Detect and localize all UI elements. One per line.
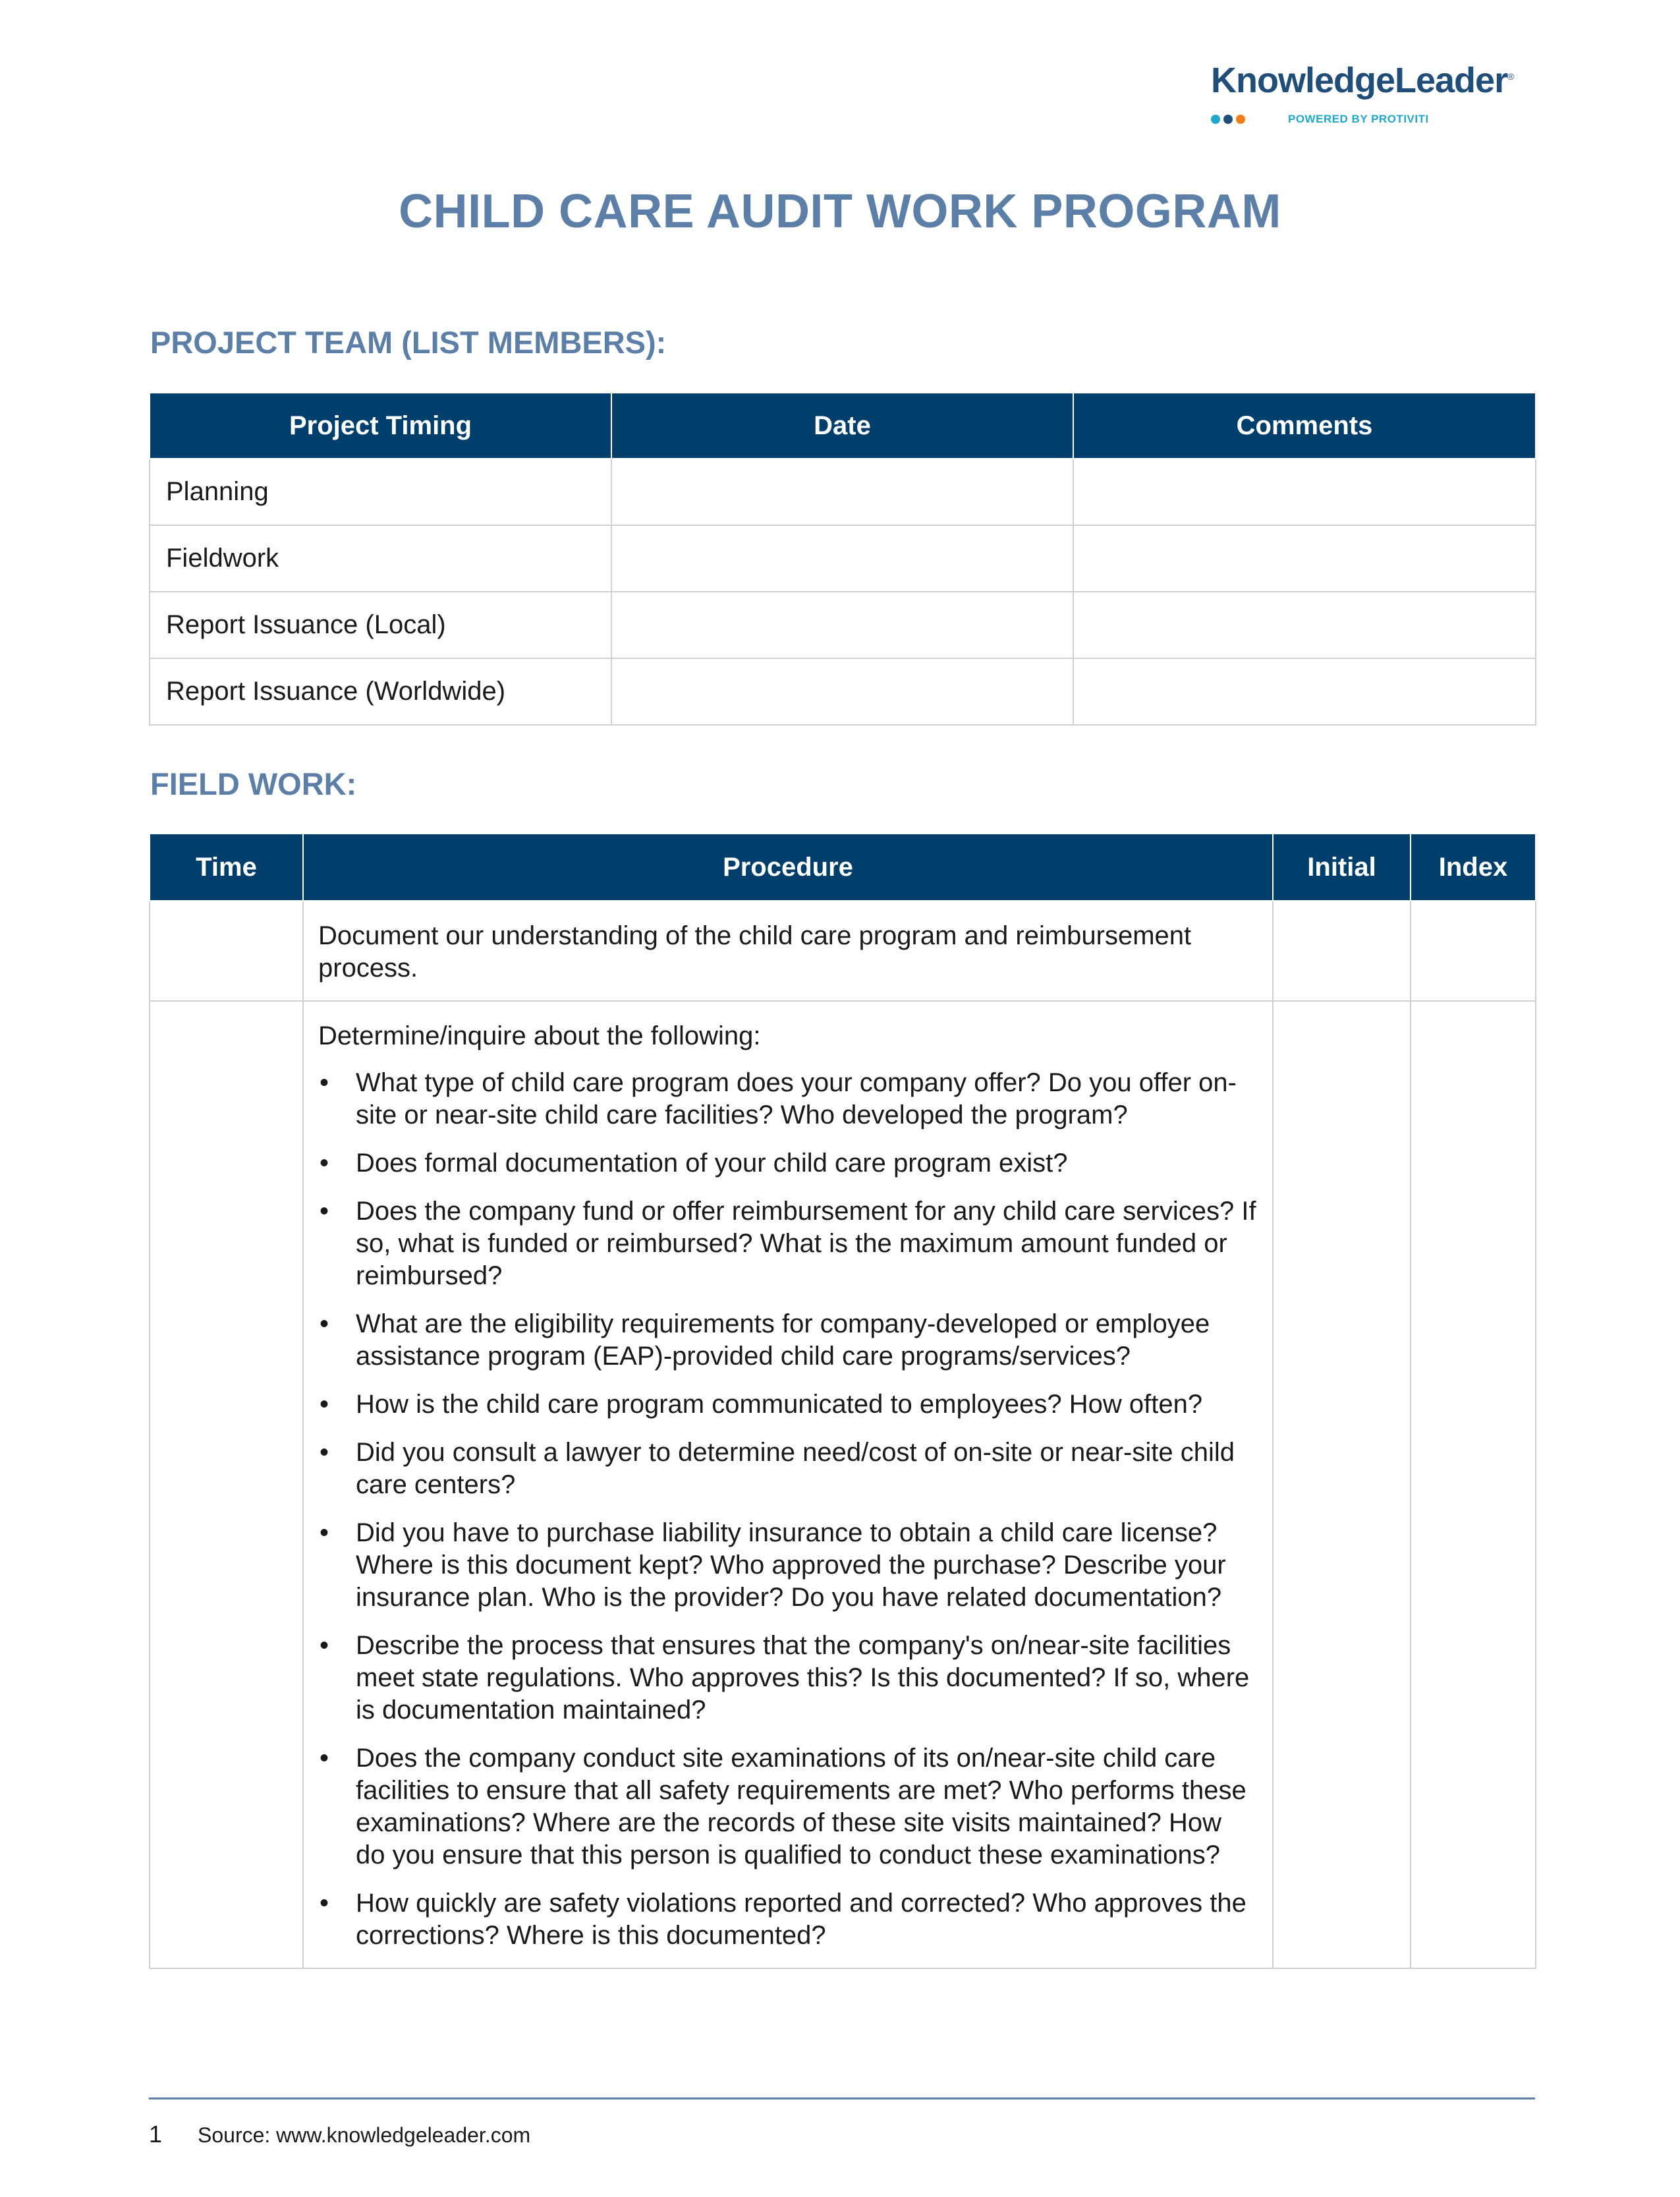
field-work-table xyxy=(149,833,1536,1969)
logo-subline xyxy=(1211,112,1527,127)
list-item: • Did you have to purchase liability insurance to obtain a child care license? Where is this document kept? Who approved the purchase? Describe your insurance plan. Who is the provider? Do you have related documentation? xyxy=(318,1517,1258,1614)
table-header-row xyxy=(150,393,1536,459)
table-row xyxy=(150,1001,1536,1968)
comments-cell[interactable] xyxy=(1073,592,1536,658)
list-item: • Does formal documentation of your child care program exist? xyxy=(318,1147,1258,1180)
list-item: • Does the company conduct site examinations of its on/near-site child care facilities to ensure that all safety requirements are met? Who performs these examinations? Where are the records of these site visits maintained? How do you ensure that this person is qualified to conduct these examinations? xyxy=(318,1742,1258,1871)
date-cell[interactable] xyxy=(611,658,1073,725)
initial-cell[interactable] xyxy=(1273,1001,1411,1968)
table-row xyxy=(150,459,1536,525)
logo-powered-by: POWERED BY PROTIVITI xyxy=(1288,113,1429,125)
timing-cell: Report Issuance (Worldwide) xyxy=(150,658,611,725)
field-work-heading: FIELD WORK: xyxy=(150,766,357,801)
date-cell[interactable] xyxy=(611,459,1073,525)
list-item: • Did you consult a lawyer to determine need/cost of on-site or near-site child care centers? xyxy=(318,1437,1258,1501)
list-item: • What type of child care program does your company offer? Do you offer on-site or near-site child care facilities? Who developed the program? xyxy=(318,1067,1258,1131)
logo-dot-icon xyxy=(1211,115,1220,124)
document-title: CHILD CARE AUDIT WORK PROGRAM xyxy=(399,185,1281,238)
list-item: • Does the company fund or offer reimbursement for any child care services? If so, what is funded or reimbursed? What is the maximum amount funded or reimbursed? xyxy=(318,1195,1258,1292)
date-cell[interactable] xyxy=(611,592,1073,658)
column-header-initial: Initial xyxy=(1273,834,1411,901)
comments-cell[interactable] xyxy=(1073,658,1536,725)
table-row xyxy=(150,658,1536,725)
column-header-procedure: Procedure xyxy=(303,834,1273,901)
initial-cell[interactable] xyxy=(1273,901,1411,1001)
logo-dot-icon xyxy=(1236,115,1245,124)
table-row xyxy=(150,901,1536,1001)
column-header-date: Date xyxy=(611,393,1073,459)
table-row xyxy=(150,525,1536,592)
timing-cell: Planning xyxy=(150,459,611,525)
list-item: • How quickly are safety violations reported and corrected? Who approves the corrections? Where is this documented? xyxy=(318,1887,1258,1952)
project-team-heading: PROJECT TEAM (LIST MEMBERS): xyxy=(150,325,667,360)
logo-dot-icon xyxy=(1223,115,1233,124)
timing-cell: Report Issuance (Local) xyxy=(150,592,611,658)
time-cell[interactable] xyxy=(150,1001,303,1968)
column-header-time: Time xyxy=(150,834,303,901)
procedure-intro: Determine/inquire about the following: xyxy=(318,1021,761,1050)
column-header-index: Index xyxy=(1411,834,1536,901)
time-cell[interactable] xyxy=(150,901,303,1001)
knowledgeleader-logo xyxy=(1211,57,1527,127)
project-timing-table xyxy=(149,392,1536,726)
date-cell[interactable] xyxy=(611,525,1073,592)
source-link[interactable]: Source: www.knowledgeleader.com xyxy=(198,2123,531,2147)
timing-cell: Fieldwork xyxy=(150,525,611,592)
page-number: 1 xyxy=(149,2121,163,2148)
procedure-cell xyxy=(303,901,1273,1001)
index-cell[interactable] xyxy=(1411,901,1536,1001)
logo-wordmark: KnowledgeLeader® xyxy=(1211,61,1515,100)
index-cell[interactable] xyxy=(1411,1001,1536,1968)
column-header-comments: Comments xyxy=(1073,393,1536,459)
table-row xyxy=(150,592,1536,658)
procedure-cell xyxy=(303,1001,1273,1968)
list-item: • What are the eligibility requirements for company-developed or employee assistance program (EAP)-provided child care programs/services? xyxy=(318,1308,1258,1373)
footer-divider xyxy=(149,2097,1535,2099)
table-header-row xyxy=(150,834,1536,901)
list-item: • How is the child care program communicated to employees? How often? xyxy=(318,1388,1258,1421)
comments-cell[interactable] xyxy=(1073,525,1536,592)
procedure-text: Document our understanding of the child care program and reimbursement process. xyxy=(318,921,1192,983)
comments-cell[interactable] xyxy=(1073,459,1536,525)
question-list xyxy=(318,1067,1258,1952)
column-header-project-timing: Project Timing xyxy=(150,393,611,459)
list-item: • Describe the process that ensures that the company's on/near-site facilities meet state regulations. Who approves this? Is this documented? If so, where is documentation maintained? xyxy=(318,1630,1258,1726)
